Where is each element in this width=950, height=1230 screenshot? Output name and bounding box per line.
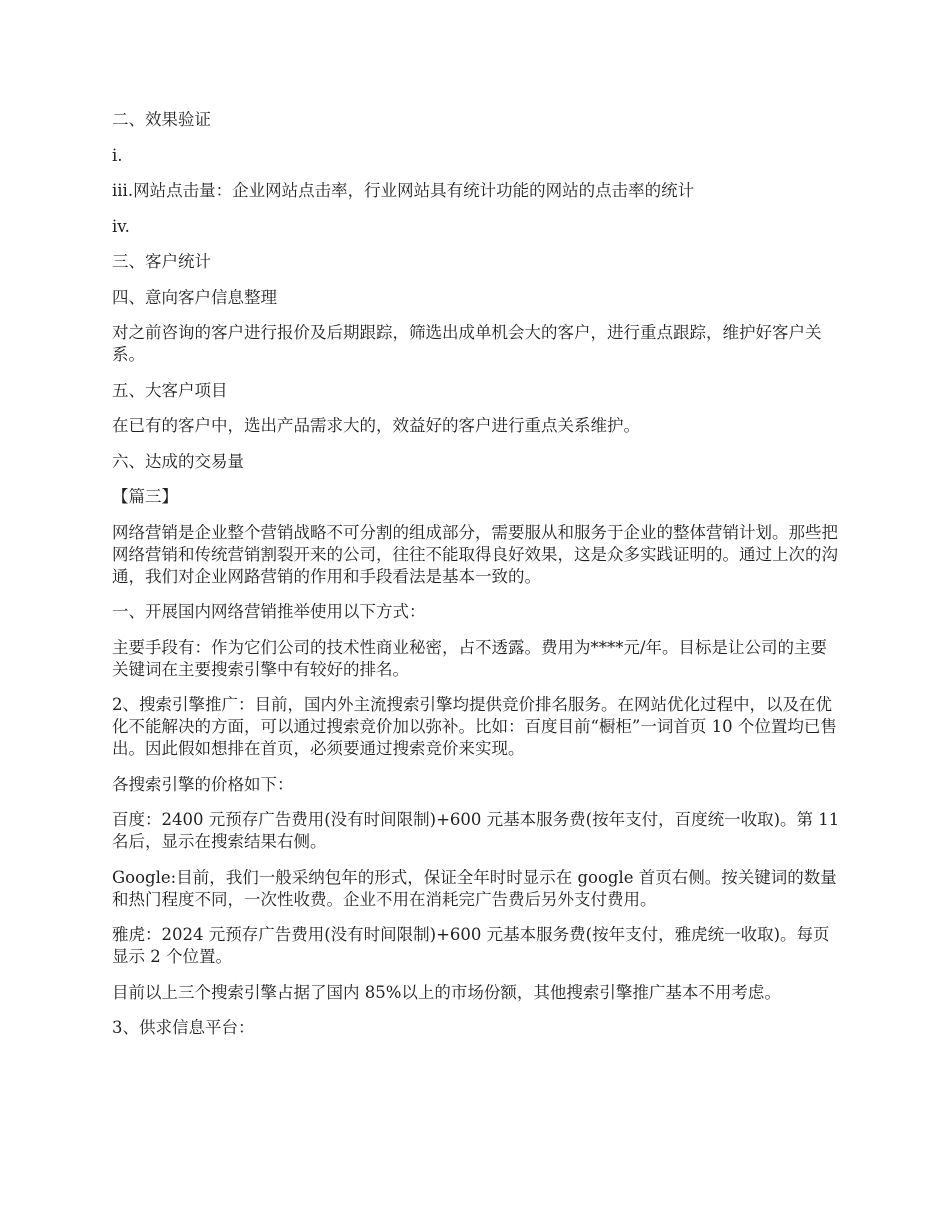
heading-customer-stats: 三、客户统计 xyxy=(112,252,211,271)
paragraph-main-methods: 主要手段有：作为它们公司的技术性商业秘密，占不透露。费用为****元/年。目标是让公司的主要关键词在主要搜索引擎中有较好的排名。 xyxy=(112,637,828,679)
list-marker-iv: iv. xyxy=(112,216,130,236)
paragraph-follow-up: 对之前咨询的客户进行报价及后期跟踪，筛选出成单机会大的客户，进行重点跟踪，维护好客户关系。 xyxy=(112,323,822,364)
paragraph-price-list-heading: 各搜索引擎的价格如下： xyxy=(112,774,294,794)
list-marker-i: i. xyxy=(112,145,123,165)
section-marker-part-three: 【篇三】 xyxy=(112,487,178,506)
heading-supply-demand-platform: 3、供求信息平台： xyxy=(112,1018,255,1037)
document-body xyxy=(112,109,840,1053)
paragraph-baidu-price: 百度：2400 元预存广告费用(没有时间限制)+600 元基本服务费(按年支付，百度统一收取)。第 11 名后，显示在搜索结果右侧。 xyxy=(112,810,840,851)
list-item-site-clicks: iii.网站点击量：企业网站点击率，行业网站具有统计功能的网站的点击率的统计 xyxy=(112,181,695,200)
heading-effect-verification: 二、效果验证 xyxy=(112,110,211,129)
heading-key-accounts: 五、大客户项目 xyxy=(112,380,228,400)
paragraph-search-engine-promo: 2、搜索引擎推广：目前，国内外主流搜索引擎均提供竞价排名服务。在网站优化过程中，以及在优化不能解决的方面，可以通过搜索竞价加以弥补。比如：百度目前“橱柜”一词首页 10 个位置均已售出。因此假如想排在首页，必须要通过搜索竞价来实现。 xyxy=(112,695,837,758)
heading-domestic-marketing: 一、开展国内网络营销推举使用以下方式： xyxy=(112,602,426,621)
paragraph-intro-marketing: 网络营销是企业整个营销战略不可分割的组成部分，需要服从和服务于企业的整体营销计划。那些把网络营销和传统营销割裂开来的公司，往往不能取得良好效果，这是众多实践证明的。通过上次的沟通，我们对企业网路营销的作用和手段看法是基本一致的。 xyxy=(112,522,838,586)
paragraph-yahoo-price: 雅虎：2024 元预存广告费用(没有时间限制)+600 元基本服务费(按年支付，雅虎统一收取)。每页显示 2 个位置。 xyxy=(112,925,830,966)
paragraph-key-accounts: 在已有的客户中，选出产品需求大的，效益好的客户进行重点关系维护。 xyxy=(112,416,640,435)
paragraph-google-price: Google:目前，我们一般采纳包年的形式，保证全年时时显示在 google 首页右侧。按关键词的数量和热门程度不同，一次性收费。企业不用在消耗完广告费后另外支付费用。 xyxy=(112,867,837,909)
paragraph-market-share: 目前以上三个搜索引擎占据了国内 85%以上的市场份额，其他搜索引擎推广基本不用考虑。 xyxy=(112,982,781,1002)
heading-deal-volume: 六、达成的交易量 xyxy=(112,451,244,471)
heading-intent-customers: 四、意向客户信息整理 xyxy=(112,287,277,307)
